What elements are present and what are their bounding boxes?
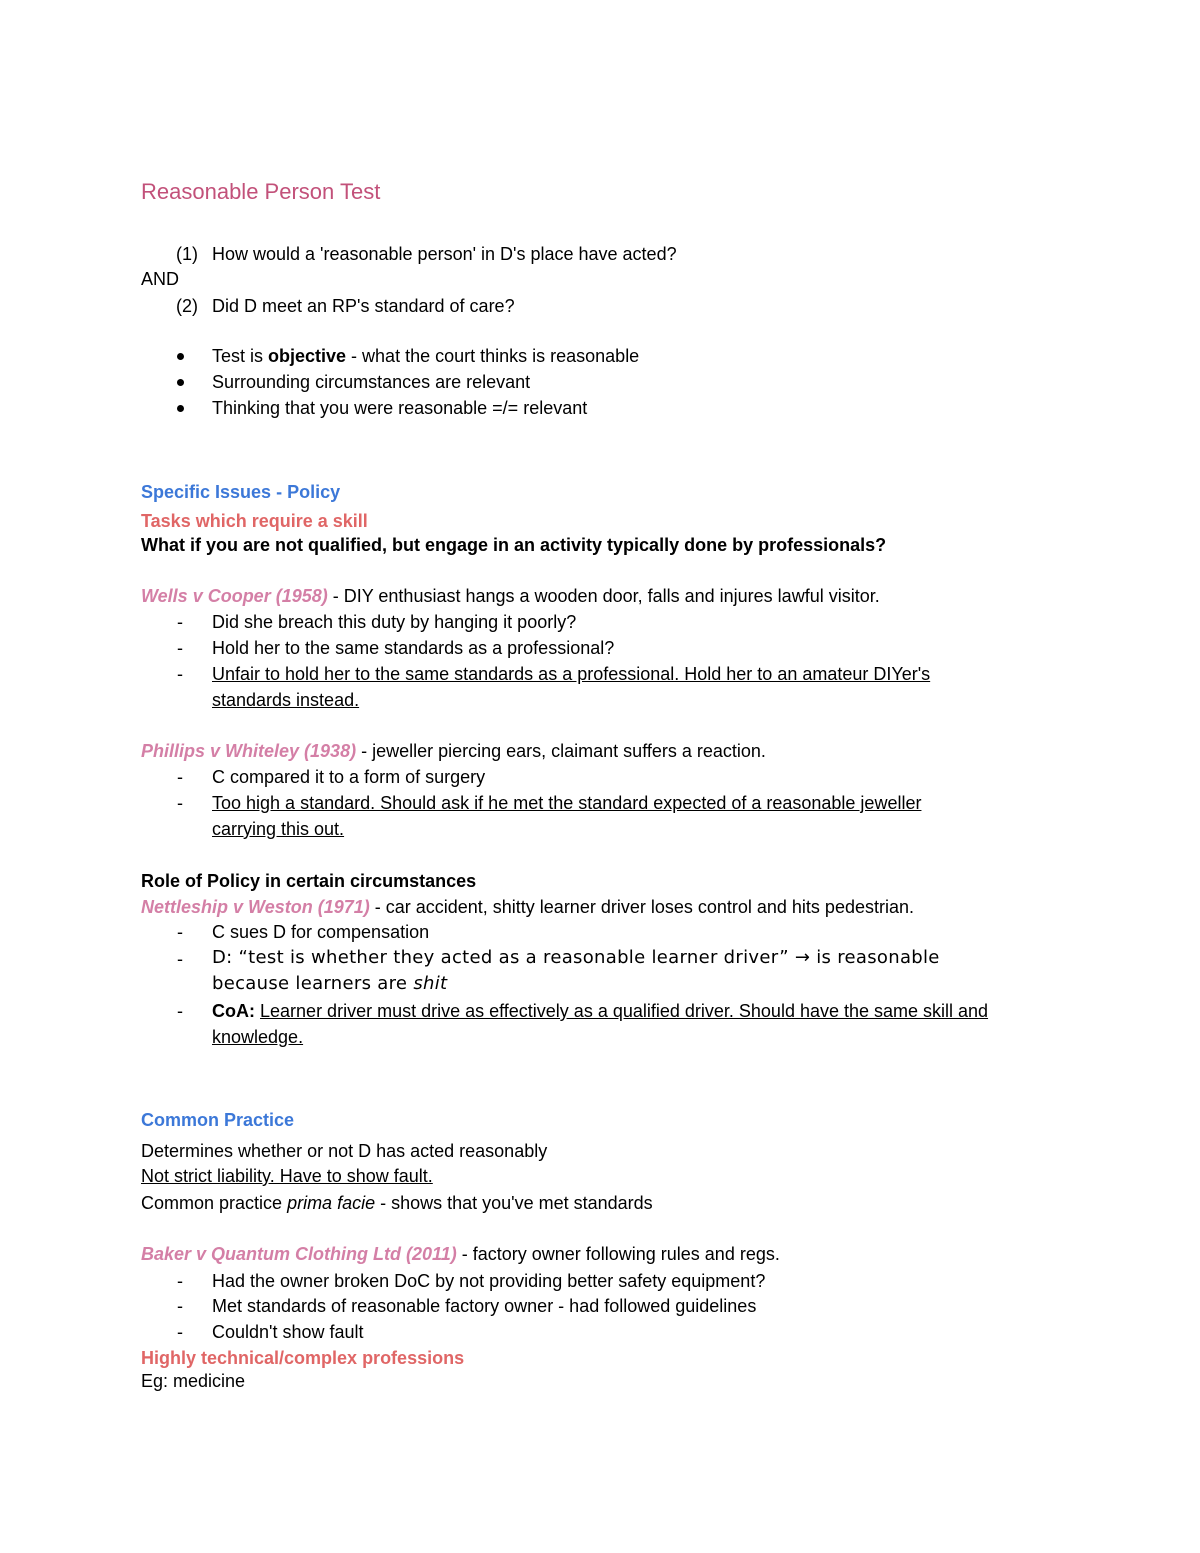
bullet-icon: [177, 405, 184, 412]
list-item: Unfair to hold her to the same standards as a professional. Hold her to an amateur DIYer's: [212, 664, 931, 684]
case-line: [141, 898, 914, 916]
case-name: Nettleship v Weston (1971): [141, 897, 370, 917]
bold-heading: Role of Policy in certain circumstances: [141, 871, 477, 891]
case-line: [141, 742, 766, 760]
section-heading: Specific Issues - Policy: [141, 482, 341, 502]
list-item-continued: knowledge.: [212, 1027, 304, 1047]
paragraph-line: [141, 1194, 653, 1212]
dash-icon: -: [177, 949, 183, 969]
paragraph-text: - shows that you've met standards: [375, 1193, 653, 1213]
dash-icon: -: [177, 1001, 183, 1021]
dash-icon: -: [177, 767, 183, 787]
paragraph-text: Common practice: [141, 1193, 288, 1213]
list-item: C compared it to a form of surgery: [212, 767, 486, 787]
list-item: Too high a standard. Should ask if he met the standard expected of a reasonable jeweller: [212, 793, 922, 813]
list-item: Hold her to the same standards as a professional?: [212, 638, 615, 658]
list-text: Learner driver must drive as effectively as a qualified driver. Should have the same skill and: [260, 1001, 989, 1021]
paragraph-italic: prima facie: [287, 1193, 376, 1213]
dash-icon: -: [177, 664, 183, 684]
dash-icon: -: [177, 638, 183, 658]
dash-icon: -: [177, 1296, 183, 1316]
bullet-item: [212, 347, 639, 365]
dash-icon: -: [177, 1322, 183, 1342]
dash-icon: -: [177, 793, 183, 813]
case-name: Wells v Cooper (1958): [141, 586, 328, 606]
dash-icon: -: [177, 612, 183, 632]
paragraph-line: Not strict liability. Have to show fault.: [141, 1166, 433, 1186]
subsection-heading: Tasks which require a skill: [141, 511, 368, 531]
court-label: CoA:: [212, 1001, 255, 1021]
paragraph-line: Eg: medicine: [141, 1371, 246, 1391]
bullet-icon: [177, 353, 184, 360]
list-item: Had the owner broken DoC by not providing better safety equipment?: [212, 1271, 766, 1291]
dash-icon: -: [177, 1271, 183, 1291]
case-desc: - DIY enthusiast hangs a wooden door, falls and injures lawful visitor.: [327, 586, 880, 606]
list-item-continued: standards instead.: [212, 690, 360, 710]
case-name: Baker v Quantum Clothing Ltd (2011): [141, 1244, 457, 1264]
case-desc: - factory owner following rules and regs.: [456, 1244, 780, 1264]
list-text: because learners are: [212, 973, 414, 994]
case-desc: - jeweller piercing ears, claimant suffers a reaction.: [356, 741, 766, 761]
list-item-continued: [212, 975, 447, 993]
list-italic: shit: [413, 973, 448, 994]
test-question-2: Did D meet an RP's standard of care?: [212, 296, 515, 316]
page-title: Reasonable Person Test: [141, 179, 381, 204]
case-line: [141, 1245, 780, 1263]
subsection-heading: Highly technical/complex professions: [141, 1348, 465, 1368]
case-line: [141, 587, 880, 605]
test-question-1: How would a 'reasonable person' in D's place have acted?: [212, 244, 677, 264]
bullet-icon: [177, 379, 184, 386]
list-item: Did she breach this duty by hanging it poorly?: [212, 612, 577, 632]
list-item: Met standards of reasonable factory owner - had followed guidelines: [212, 1296, 757, 1316]
list-item: [212, 1002, 988, 1020]
list-item: D: “test is whether they acted as a reasonable learner driver” → is reasonable: [212, 947, 940, 968]
bullet-item: Thinking that you were reasonable =/= relevant: [212, 398, 588, 418]
bullet-bold: objective: [268, 346, 347, 366]
list-number: (1): [176, 244, 198, 264]
section-heading: Common Practice: [141, 1110, 295, 1130]
dash-icon: -: [177, 922, 183, 942]
list-number: (2): [176, 296, 198, 316]
list-item-continued: carrying this out.: [212, 819, 345, 839]
bullet-item: Surrounding circumstances are relevant: [212, 372, 531, 392]
case-name: Phillips v Whiteley (1938): [141, 741, 357, 761]
bullet-text: - what the court thinks is reasonable: [346, 346, 640, 366]
list-item: C sues D for compensation: [212, 922, 430, 942]
bold-question: What if you are not qualified, but engage in an activity typically done by professionals?: [141, 535, 887, 555]
and-label: AND: [141, 269, 180, 289]
bullet-text: Test is: [212, 346, 269, 366]
list-item: Couldn't show fault: [212, 1322, 364, 1342]
paragraph-line: Determines whether or not D has acted reasonably: [141, 1141, 548, 1161]
case-desc: - car accident, shitty learner driver loses control and hits pedestrian.: [369, 897, 914, 917]
